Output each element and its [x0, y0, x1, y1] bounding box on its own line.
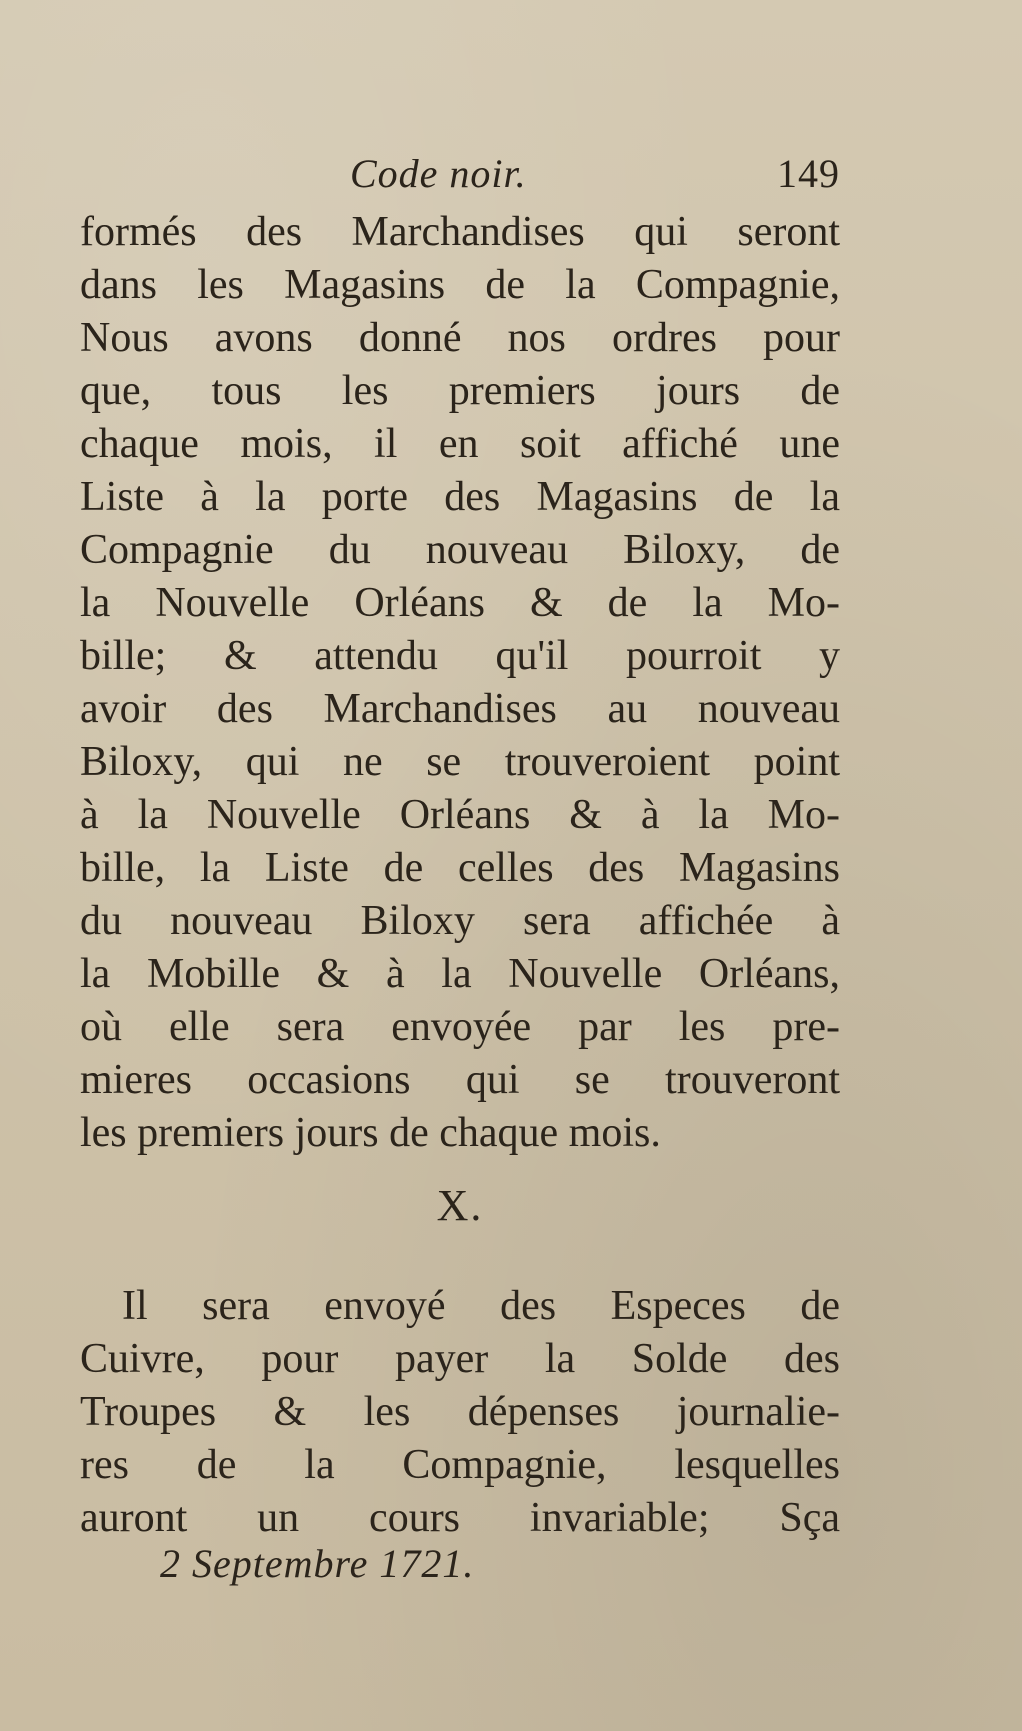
text-line: Troupes & les dépenses journalie-: [80, 1389, 840, 1435]
text-line: dans les Magasins de la Compagnie,: [80, 262, 840, 308]
text-line: bille; & attendu qu'il pourroit y: [80, 633, 840, 679]
catchline: 2 Septembre 1721.: [160, 1541, 475, 1586]
text-line: Nous avons donné nos ordres pour: [80, 315, 840, 361]
text-line: Liste à la porte des Magasins de la: [80, 474, 840, 520]
running-title: Code noir.: [350, 151, 527, 196]
text-line: bille, la Liste de celles des Magasins: [80, 845, 840, 891]
section-heading: X.: [436, 1181, 484, 1230]
page-number: 149: [777, 151, 840, 196]
text-line: où elle sera envoyée par les pre-: [80, 1004, 840, 1050]
text-line: la Mobille & à la Nouvelle Orléans,: [80, 951, 840, 997]
text-line: auront un cours invariable; Sça: [80, 1495, 840, 1541]
text-line: res de la Compagnie, lesquelles: [80, 1442, 840, 1488]
text-line: Biloxy, qui ne se trouveroient point: [80, 739, 840, 785]
page-header: [80, 150, 840, 200]
text-line: que, tous les premiers jours de: [80, 368, 840, 414]
paragraph-1: [80, 206, 840, 1160]
text-line: à la Nouvelle Orléans & à la Mo-: [80, 792, 840, 838]
text-line: Il sera envoyé des Especes de: [122, 1283, 840, 1329]
text-line: les premiers jours de chaque mois.: [80, 1110, 661, 1156]
paragraph-2: [80, 1280, 840, 1545]
text-line: avoir des Marchandises au nouveau: [80, 686, 840, 732]
text-line: chaque mois, il en soit affiché une: [80, 421, 840, 467]
text-line: Compagnie du nouveau Biloxy, de: [80, 527, 840, 573]
text-line: du nouveau Biloxy sera affichée à: [80, 898, 840, 944]
text-line: Cuivre, pour payer la Solde des: [80, 1336, 840, 1382]
text-line: mieres occasions qui se trouveront: [80, 1057, 840, 1103]
text-line: la Nouvelle Orléans & de la Mo-: [80, 580, 840, 626]
text-line: formés des Marchandises qui seront: [80, 209, 840, 255]
